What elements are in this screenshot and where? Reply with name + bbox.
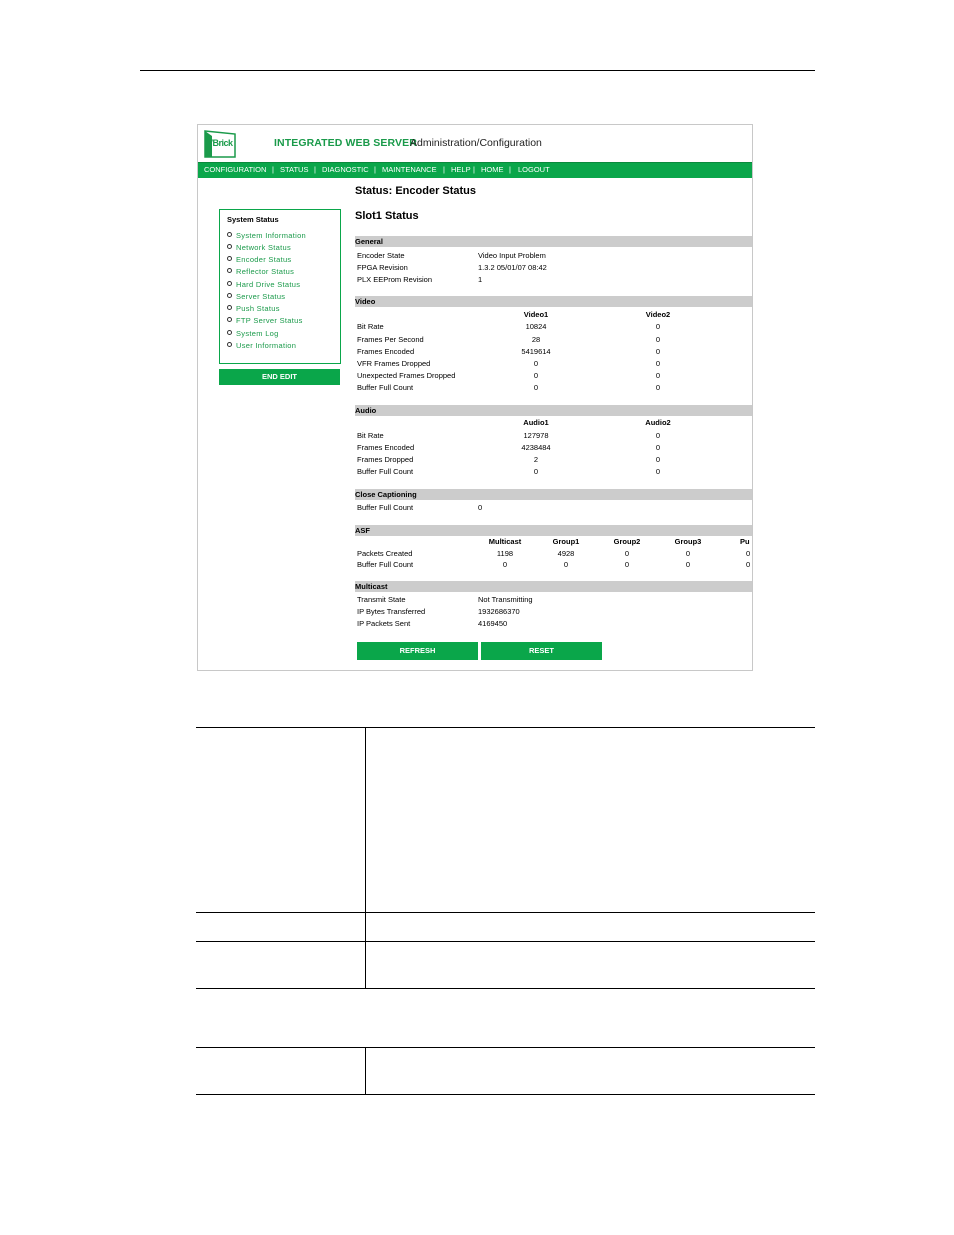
table-rule bbox=[196, 941, 815, 942]
section-header-asf: ASF bbox=[355, 525, 752, 536]
table-rule bbox=[196, 912, 815, 913]
video-value: 5419614 bbox=[521, 347, 551, 356]
asf-value: 0 bbox=[746, 560, 751, 569]
nav-maintenance[interactable]: MAINTENANCE bbox=[382, 165, 437, 174]
brand-subtitle: Administration/Configuration bbox=[410, 137, 542, 149]
audio-value: 4238484 bbox=[521, 443, 551, 452]
asf-value: 0 bbox=[746, 549, 751, 558]
nav-home[interactable]: HOME bbox=[481, 165, 504, 174]
audio-label: Frames Dropped bbox=[357, 455, 414, 464]
nav-status[interactable]: STATUS bbox=[280, 165, 309, 174]
brand-title: INTEGRATED WEB SERVER bbox=[274, 137, 417, 149]
bullet-icon bbox=[227, 268, 232, 273]
table-rule bbox=[196, 1047, 815, 1048]
asf-value: 4928 bbox=[557, 549, 575, 558]
bullet-icon bbox=[227, 244, 232, 249]
table-rule bbox=[196, 727, 815, 728]
table-column-divider bbox=[365, 912, 366, 941]
sidebar-item-encoder-status[interactable]: Encoder Status bbox=[227, 255, 291, 264]
general-value: 1 bbox=[478, 275, 483, 284]
audio-label: Buffer Full Count bbox=[357, 467, 414, 476]
video-value: 0 bbox=[655, 347, 661, 356]
video-value: 28 bbox=[531, 335, 541, 344]
end-edit-button[interactable]: END EDIT bbox=[219, 369, 340, 385]
audio-value: 0 bbox=[533, 467, 539, 476]
bullet-icon bbox=[227, 293, 232, 298]
multicast-label: Transmit State bbox=[357, 595, 406, 604]
asf-value: 1198 bbox=[496, 549, 514, 558]
audio-value: 0 bbox=[655, 455, 661, 464]
main-content bbox=[355, 125, 752, 670]
video-value: 0 bbox=[533, 383, 539, 392]
column-header: Group3 bbox=[674, 537, 702, 546]
video-value: 0 bbox=[655, 371, 661, 380]
asf-value: 0 bbox=[685, 549, 691, 558]
audio-value: 0 bbox=[655, 467, 661, 476]
table-rule bbox=[196, 1094, 815, 1095]
audio-value: 0 bbox=[655, 431, 661, 440]
page-title: Status: Encoder Status bbox=[355, 185, 477, 197]
bullet-icon bbox=[227, 256, 232, 261]
video-value: 0 bbox=[533, 359, 539, 368]
asf-value: 0 bbox=[502, 560, 508, 569]
video-label: Frames Per Second bbox=[357, 335, 424, 344]
video-value: 0 bbox=[655, 383, 661, 392]
video-value: 0 bbox=[655, 359, 661, 368]
cc-value: 0 bbox=[478, 503, 483, 512]
column-header: Group2 bbox=[613, 537, 641, 546]
sidebar-item-hard-drive-status[interactable]: Hard Drive Status bbox=[227, 280, 300, 289]
nav-separator: | bbox=[272, 165, 274, 174]
table-column-divider bbox=[365, 1047, 366, 1094]
video-value: 0 bbox=[655, 322, 661, 331]
reset-button[interactable]: RESET bbox=[481, 642, 602, 660]
video-value: 10824 bbox=[525, 322, 547, 331]
nav-separator: | bbox=[509, 165, 511, 174]
sidebar-item-push-status[interactable]: Push Status bbox=[227, 304, 280, 313]
refresh-button[interactable]: REFRESH bbox=[357, 642, 478, 660]
section-header-video: Video bbox=[355, 296, 752, 307]
audio-label: Bit Rate bbox=[357, 431, 384, 440]
sidebar-item-system-information[interactable]: System Information bbox=[227, 231, 306, 240]
audio-value: 2 bbox=[533, 455, 539, 464]
cc-label: Buffer Full Count bbox=[357, 503, 414, 512]
asf-value: 0 bbox=[624, 560, 630, 569]
sidebar-item-system-log[interactable]: System Log bbox=[227, 329, 279, 338]
asf-label: Packets Created bbox=[357, 549, 413, 558]
multicast-value: Not Transmitting bbox=[478, 595, 533, 604]
logo-text: VBrick bbox=[207, 138, 233, 148]
table-rule bbox=[196, 988, 815, 989]
bullet-icon bbox=[227, 281, 232, 286]
general-value: Video Input Problem bbox=[478, 251, 546, 260]
bullet-icon bbox=[227, 330, 232, 335]
general-label: FPGA Revision bbox=[357, 263, 408, 272]
column-header: Video1 bbox=[523, 310, 549, 319]
nav-help[interactable]: HELP bbox=[451, 165, 471, 174]
asf-value: 0 bbox=[685, 560, 691, 569]
table-column-divider bbox=[365, 941, 366, 988]
sidebar-item-network-status[interactable]: Network Status bbox=[227, 243, 291, 252]
audio-value: 0 bbox=[655, 443, 661, 452]
column-header: Multicast bbox=[488, 537, 522, 546]
audio-label: Frames Encoded bbox=[357, 443, 415, 452]
section-header-general: General bbox=[355, 236, 752, 247]
section-header-audio: Audio bbox=[355, 405, 752, 416]
asf-value: 0 bbox=[563, 560, 569, 569]
video-label: Unexpected Frames Dropped bbox=[357, 371, 456, 380]
video-value: 0 bbox=[533, 371, 539, 380]
sidebar-title: System Status bbox=[227, 215, 279, 224]
column-header: Group1 bbox=[552, 537, 580, 546]
nav-separator: | bbox=[443, 165, 445, 174]
multicast-label: IP Packets Sent bbox=[357, 619, 411, 628]
nav-diagnostic[interactable]: DIAGNOSTIC bbox=[322, 165, 369, 174]
column-header: Audio2 bbox=[645, 418, 671, 427]
bullet-icon bbox=[227, 232, 232, 237]
nav-logout[interactable]: LOGOUT bbox=[518, 165, 550, 174]
asf-label: Buffer Full Count bbox=[357, 560, 414, 569]
video-value: 0 bbox=[655, 335, 661, 344]
multicast-value: 1932686370 bbox=[478, 607, 520, 616]
video-label: Frames Encoded bbox=[357, 347, 415, 356]
video-label: Bit Rate bbox=[357, 322, 384, 331]
sidebar-item-reflector-status[interactable]: Reflector Status bbox=[227, 267, 294, 276]
video-label: Buffer Full Count bbox=[357, 383, 414, 392]
bullet-icon bbox=[227, 342, 232, 347]
nav-separator: | bbox=[374, 165, 376, 174]
sidebar-item-user-information[interactable]: User Information bbox=[227, 341, 296, 350]
nav-configuration[interactable]: CONFIGURATION bbox=[204, 165, 267, 174]
general-label: Encoder State bbox=[357, 251, 405, 260]
video-label: VFR Frames Dropped bbox=[357, 359, 431, 368]
sidebar-item-ftp-server-status[interactable]: FTP Server Status bbox=[227, 316, 303, 325]
general-label: PLX EEProm Revision bbox=[357, 275, 433, 284]
bullet-icon bbox=[227, 305, 232, 310]
column-header: Video2 bbox=[645, 310, 671, 319]
page-header-rule bbox=[140, 70, 815, 71]
nav-separator: | bbox=[473, 165, 475, 174]
web-ui-screenshot bbox=[197, 124, 753, 671]
vbrick-logo bbox=[204, 130, 236, 156]
section-header-multicast: Multicast bbox=[355, 581, 752, 592]
slot-title: Slot1 Status bbox=[355, 210, 419, 222]
bullet-icon bbox=[227, 317, 232, 322]
section-header-close-captioning: Close Captioning bbox=[355, 489, 752, 500]
column-header: Pu bbox=[740, 537, 750, 546]
audio-value: 127978 bbox=[523, 431, 549, 440]
nav-separator: | bbox=[314, 165, 316, 174]
sidebar-item-server-status[interactable]: Server Status bbox=[227, 292, 285, 301]
general-value: 1.3.2 05/01/07 08:42 bbox=[478, 263, 547, 272]
column-header: Audio1 bbox=[523, 418, 549, 427]
system-status-sidebar bbox=[219, 209, 341, 364]
multicast-value: 4169450 bbox=[478, 619, 508, 628]
asf-value: 0 bbox=[624, 549, 630, 558]
table-column-divider bbox=[365, 727, 366, 912]
multicast-label: IP Bytes Transferred bbox=[357, 607, 426, 616]
